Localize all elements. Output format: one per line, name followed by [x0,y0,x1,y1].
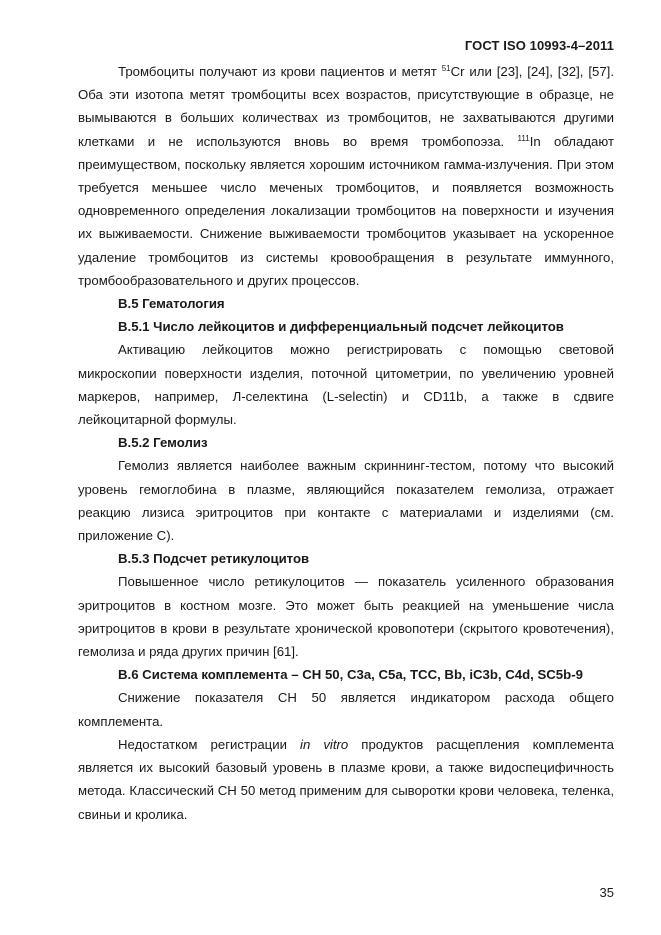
section-heading-b52: В.5.2 Гемолиз [118,435,208,451]
text-segment: Cr или [23], [24], [32], [57]. Оба эти изотопа метят тромбоциты всех возрастов, присутствующие в образце, не вымываются в больших количествах из тромбоцитов, не захватываются другими клетками и не используются вновь во время тромбопоэза. [78,64,614,149]
section-heading-b53: В.5.3 Подсчет ретикулоцитов [118,551,310,567]
section-heading-b51: В.5.1 Число лейкоцитов и дифференциальный подсчет лейкоцитов [118,319,564,335]
isotope-superscript: 111 [517,133,530,143]
paragraph-platelets [78,60,614,292]
section-heading-b5: В.5 Гематология [118,296,225,312]
italic-term: in vitro [300,736,349,752]
text-segment: In обладают преимуществом, поскольку является хорошим источником гамма-излучения. При этом требуется меньшее число меченых тромбоцитов, и появляется возможность одновременного определения локализации тромбоцитов на поверхности и изучения их выживаемости. Снижение выживаемости тромбоцитов указывает на ускоренное удаление тромбоцитов из системы кровообращения в результате иммунного, тромбообразовательного и других процессов. [78,133,614,288]
document-body [78,60,614,826]
paragraph-complement-invitro [78,733,614,826]
text-segment: Тромбоциты получают из крови пациентов и метят [118,64,442,79]
standard-header: ГОСТ ISO 10993-4–2011 [464,38,614,53]
text-segment: Недостатком регистрации [118,736,301,752]
page-number: 35 [599,885,614,900]
isotope-superscript: 51 [441,64,451,73]
paragraph-reticulocytes: Повышенное число ретикулоцитов — показатель усиленного образования эритроцитов в костном мозге. Это может быть реакцией на уменьшение числа эритроцитов в крови в результате хронической кровопотери (скрытого кровотечения), гемолиза и ряда других причин [61]. [78,574,614,660]
section-heading-b6: В.6 Система комплемента – CH 50, C3a, C5a, TCC, Bb, iC3b, C4d, SC5b-9 [118,667,583,683]
paragraph-hemolysis: Гемолиз является наиболее важным скриннинг-тестом, потому что высокий уровень гемоглобина в плазме, являющийся показателем гемолиза, отражает реакцию лизиса эритроцитов при контакте с материалами и изделиями (см. приложение С). [78,458,614,544]
text-segment: продуктов расщепления комплемента является их высокий базовый уровень в плазме крови, а также видоспецифичность метода. Классический CH 50 метод применим для сыворотки крови человека, теленка, свиньи и кролика. [78,736,615,822]
paragraph-complement-ch50: Снижение показателя CH 50 является индикатором расхода общего комплемента. [78,690,614,729]
paragraph-leukocytes: Активацию лейкоцитов можно регистрировать с помощью световой микроскопии поверхности изделия, поточной цитометрии, по увеличению уровней маркеров, например, Л-селектина (L-selectin) и CD11b, а также в сдвиге лейкоцитарной формулы. [78,342,614,428]
